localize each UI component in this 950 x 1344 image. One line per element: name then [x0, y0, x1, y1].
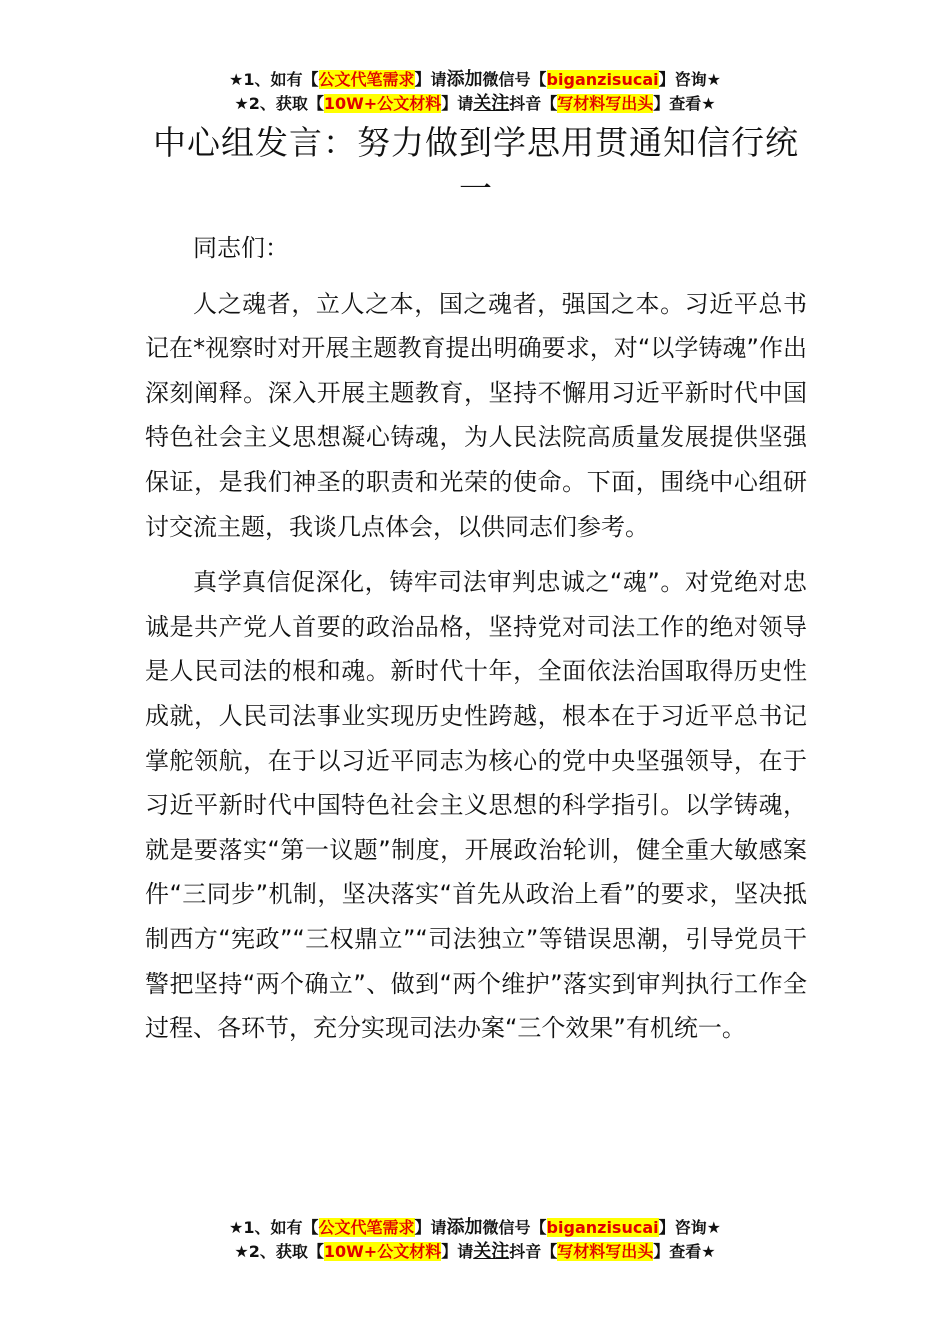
banner-emphasis: 关注	[473, 93, 510, 114]
banner-text: 微信号【	[482, 1218, 547, 1237]
banner-text: 】请	[441, 94, 474, 113]
banner-text: 2、获取【	[248, 1242, 324, 1261]
banner-highlight: 10W+公文材料	[323, 1242, 442, 1261]
banner-text: 1、如有【	[243, 70, 319, 89]
banner-text: 抖音【	[509, 1242, 558, 1261]
banner-text: 】查看	[653, 94, 702, 113]
star-icon: ★	[234, 94, 249, 113]
banner-highlight: 公文代笔需求	[318, 1218, 415, 1237]
banner-text: 抖音【	[509, 94, 558, 113]
banner-text: 】咨询	[658, 1218, 707, 1237]
star-icon: ★	[701, 1242, 716, 1261]
banner-line-2	[0, 1240, 950, 1264]
star-icon: ★	[706, 1218, 721, 1237]
footer-banner	[0, 1216, 950, 1264]
banner-text: 】查看	[653, 1242, 702, 1261]
wechat-id-highlight: biganzisucai	[546, 1218, 659, 1237]
banner-emphasis: 添加	[446, 69, 483, 90]
banner-emphasis: 关注	[473, 1241, 510, 1262]
banner-text: 微信号【	[482, 70, 547, 89]
document-title: 中心组发言：努力做到学思用贯通知信行统一	[153, 123, 799, 208]
header-banner	[0, 68, 950, 116]
banner-line-1	[0, 68, 950, 92]
banner-text: 】请	[414, 1218, 447, 1237]
banner-highlight: 10W+公文材料	[323, 94, 442, 113]
star-icon: ★	[701, 94, 716, 113]
paragraph-intro: 人之魂者，立人之本，国之魂者，强国之本。习近平总书记在*视察时对开展主题教育提出明确要求，对“以学铸魂”作出深刻阐释。深入开展主题教育，坚持不懈用习近平新时代中国特色社会主义思想凝心铸魂，为人民法院高质量发展提供坚强保证，是我们神圣的职责和光荣的使命。下面，围绕中心组研讨交流主题，我谈几点体会，以供同志们参考。	[145, 289, 807, 541]
banner-text: 2、获取【	[248, 94, 324, 113]
banner-text: 】请	[414, 70, 447, 89]
banner-line-2	[0, 92, 950, 116]
star-icon: ★	[706, 70, 721, 89]
banner-line-1	[0, 1216, 950, 1240]
wechat-id-highlight: biganzisucai	[546, 70, 659, 89]
banner-emphasis: 添加	[446, 1217, 483, 1238]
banner-highlight: 公文代笔需求	[318, 70, 415, 89]
star-icon: ★	[229, 70, 244, 89]
banner-text: 1、如有【	[243, 1218, 319, 1237]
star-icon: ★	[229, 1218, 244, 1237]
paragraph-point-1: 真学真信促深化，铸牢司法审判忠诚之“魂”。对党绝对忠诚是共产党人首要的政治品格，坚持党对司法工作的绝对领导是人民司法的根和魂。新时代十年，全面依法治国取得历史性成就，人民司法事业实现历史性跨越，根本在于习近平总书记掌舵领航，在于以习近平同志为核心的党中央坚强领导，在于习近平新时代中国特色社会主义思想的科学指引。以学铸魂，就是要落实“第一议题”制度，开展政治轮训，健全重大敏感案件“三同步”机制，坚决落实“首先从政治上看”的要求，坚决抵制西方“宪政”“三权鼎立”“司法独立”等错误思潮，引导党员干警把坚持“两个确立”、做到“两个维护”落实到审判执行工作全过程、各环节，充分实现司法办案“三个效果”有机统一。	[145, 568, 807, 1043]
salutation: 同志们：	[193, 234, 289, 262]
document-body	[145, 226, 807, 1062]
star-icon: ★	[234, 1242, 249, 1261]
banner-text: 】请	[441, 1242, 474, 1261]
douyin-id-highlight: 写材料写出头	[557, 94, 654, 113]
douyin-id-highlight: 写材料写出头	[557, 1242, 654, 1261]
banner-text: 】咨询	[658, 70, 707, 89]
